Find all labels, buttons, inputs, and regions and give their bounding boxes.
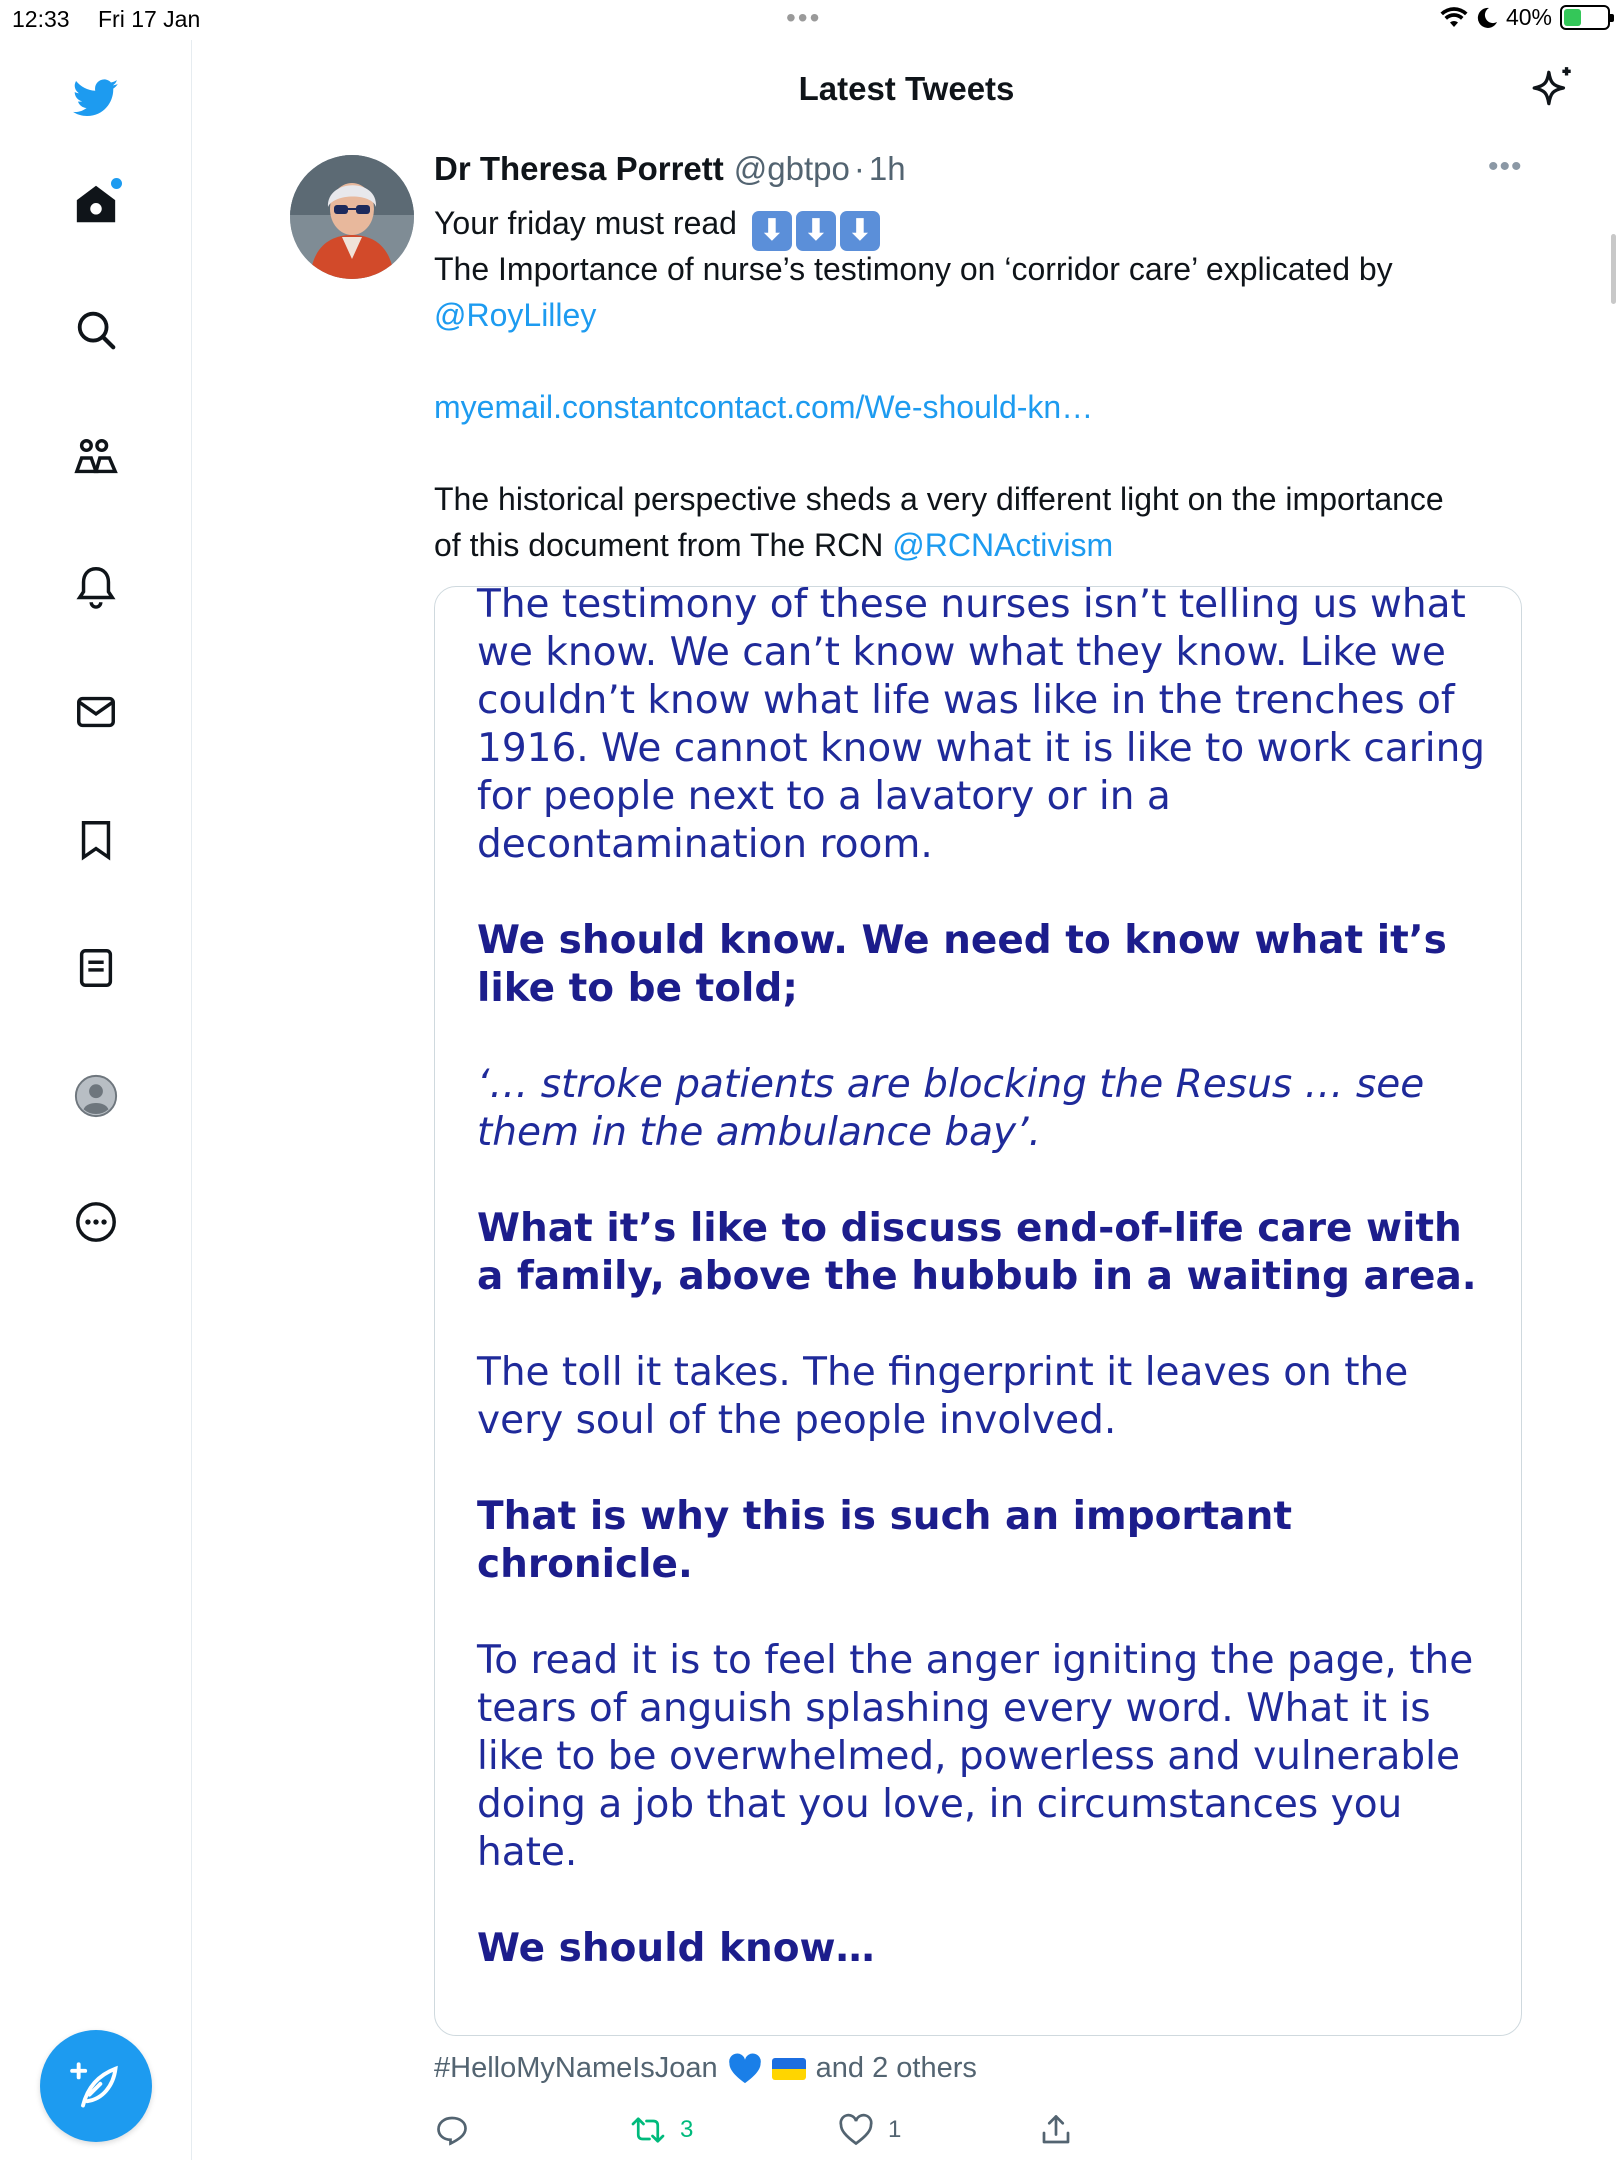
status-right bbox=[1440, 4, 1610, 31]
image-paragraph: We should know… bbox=[477, 1926, 875, 1971]
down-arrow-emoji-icon: ⬇ bbox=[796, 211, 836, 251]
ukraine-flag-emoji-icon bbox=[772, 2058, 806, 2080]
tweet-actions bbox=[434, 2112, 1134, 2152]
image-paragraph: To read it is to feel the anger igniting the page, the tears of anguish splashing every word. What it is like to be overwhelmed, powerless and vulnerable doing a job that you love, in circumstances you hate. bbox=[477, 1638, 1474, 1875]
compose-feather-icon bbox=[70, 2060, 122, 2112]
like-count: 1 bbox=[888, 2116, 902, 2143]
tweet-line-1 bbox=[434, 200, 1524, 246]
do-not-disturb-moon-icon bbox=[1476, 7, 1498, 29]
notifications-bell-icon[interactable] bbox=[64, 554, 128, 618]
tweet-line-2: The Importance of nurse’s testimony on ‘corridor care’ explicated by bbox=[434, 251, 1393, 287]
profile-avatar-icon[interactable] bbox=[64, 1064, 128, 1128]
article-url-link[interactable]: myemail.constantcontact.com/We-should-kn… bbox=[434, 389, 1094, 425]
image-paragraph: The toll it takes. The fingerprint it leaves on the very soul of the people involved. bbox=[477, 1350, 1409, 1443]
status-time: 12:33 bbox=[12, 6, 70, 32]
hashtag-link[interactable]: #HelloMyNameIsJoan bbox=[434, 2052, 718, 2084]
sidebar bbox=[0, 40, 192, 2160]
down-arrow-emoji-icon: ⬇ bbox=[752, 211, 792, 251]
compose-tweet-button[interactable] bbox=[40, 2030, 152, 2142]
search-icon[interactable] bbox=[64, 298, 128, 362]
reply-icon bbox=[434, 2112, 470, 2148]
share-icon bbox=[1038, 2112, 1074, 2148]
messages-envelope-icon[interactable] bbox=[64, 680, 128, 744]
meta-separator: · bbox=[853, 150, 865, 187]
bookmark-icon[interactable] bbox=[64, 808, 128, 872]
more-circle-icon[interactable] bbox=[64, 1190, 128, 1254]
sparkle-icon[interactable] bbox=[1528, 64, 1578, 114]
mention-roylilley-link[interactable]: @RoyLilley bbox=[434, 297, 597, 333]
battery-percent: 40% bbox=[1505, 4, 1552, 30]
tweet-line-4: The historical perspective sheds a very different light on the importance bbox=[434, 481, 1444, 517]
image-text-block bbox=[477, 586, 1497, 2021]
lists-icon[interactable] bbox=[64, 936, 128, 1000]
like-button[interactable] bbox=[838, 2112, 901, 2148]
down-arrow-emoji-icon: ⬇ bbox=[840, 211, 880, 251]
tweet-image-card[interactable] bbox=[434, 586, 1522, 2036]
home-icon[interactable] bbox=[64, 172, 128, 236]
status-bar bbox=[0, 0, 1620, 40]
share-button[interactable] bbox=[1038, 2112, 1074, 2148]
tweet-text bbox=[434, 200, 1524, 568]
communities-icon[interactable] bbox=[64, 426, 128, 490]
author-avatar[interactable] bbox=[290, 155, 414, 279]
reply-button[interactable] bbox=[434, 2112, 470, 2148]
heart-icon bbox=[838, 2112, 874, 2148]
twitter-logo-icon[interactable] bbox=[64, 66, 128, 130]
scrollbar[interactable] bbox=[1611, 234, 1616, 304]
image-paragraph: We should know. We need to know what it’s like to be told; bbox=[477, 918, 1447, 1011]
battery-icon bbox=[1560, 5, 1610, 30]
mention-rcnactivism-link[interactable]: @RCNActivism bbox=[892, 527, 1114, 563]
retweet-button[interactable] bbox=[630, 2112, 693, 2148]
tweet-line-5-text: of this document from The RCN bbox=[434, 527, 884, 563]
blue-heart-emoji-icon bbox=[728, 2053, 762, 2085]
social-context[interactable] bbox=[434, 2052, 977, 2085]
author-handle[interactable]: @gbtpo bbox=[733, 150, 850, 187]
tweet-timestamp[interactable]: 1h bbox=[868, 150, 906, 187]
multitasking-dots-icon[interactable]: ••• bbox=[786, 2, 822, 33]
and-others-label: and 2 others bbox=[815, 2052, 977, 2084]
image-paragraph: ‘… stroke patients are blocking the Resus … see them in the ambulance bay’. bbox=[477, 1062, 1425, 1155]
image-paragraph: That is why this is such an important chronicle. bbox=[477, 1494, 1293, 1587]
tweet-more-options-icon[interactable]: ••• bbox=[1488, 150, 1523, 183]
image-paragraph: The testimony of these nurses isn’t telling us what we know. We can’t know what they know. Like we couldn’t know what life was like in the trenches of 1916. We cannot know what it is like to work caring for people next to a lavatory or in a decontamination room. bbox=[477, 586, 1486, 867]
status-date: Fri 17 Jan bbox=[98, 6, 201, 32]
new-tweets-dot bbox=[111, 178, 122, 189]
retweet-icon bbox=[630, 2112, 666, 2148]
timeline-header bbox=[193, 40, 1620, 140]
wifi-icon bbox=[1440, 7, 1468, 29]
author-name[interactable]: Dr Theresa Porrett bbox=[434, 150, 724, 187]
image-paragraph: What it’s like to discuss end-of-life care with a family, above the hubbub in a waiting area. bbox=[477, 1206, 1477, 1299]
tweet-line-1-text: Your friday must read bbox=[434, 205, 737, 241]
retweet-count: 3 bbox=[680, 2116, 694, 2143]
tweet-header bbox=[434, 150, 906, 188]
page-title: Latest Tweets bbox=[798, 70, 1015, 107]
